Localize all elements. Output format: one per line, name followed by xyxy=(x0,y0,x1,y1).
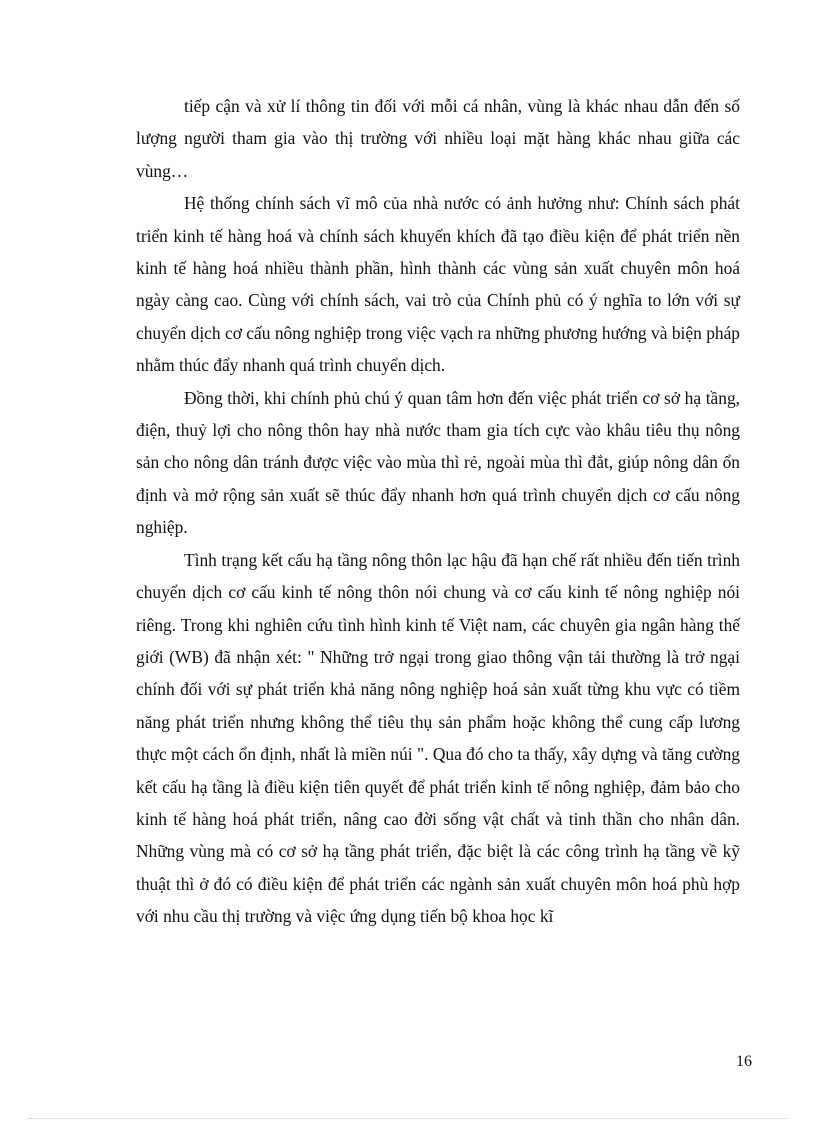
page-bottom-divider xyxy=(28,1118,788,1119)
paragraph-1: tiếp cận và xử lí thông tin đối với mỗi cá nhân, vùng là khác nhau dẫn đến số lượng người tham gia vào thị trường với nhiều loại mặt hàng khác nhau giữa các vùng… xyxy=(136,96,740,181)
paragraph-2: Hệ thống chính sách vĩ mô của nhà nước có ảnh hưởng như: Chính sách phát triển kinh tế hàng hoá và chính sách khuyến khích đã tạo điều kiện để phát triển nền kinh tế hàng hoá nhiều thành phần, hình thành các vùng sản xuất chuyên môn hoá ngày càng cao. Cùng với chính sách, vai trò của Chính phủ có ý nghĩa to lớn với sự chuyển dịch cơ cấu nông nghiệp trong việc vạch ra những phương hướng và biện pháp nhằm thúc đẩy nhanh quá trình chuyển dịch. xyxy=(136,193,740,376)
paragraph-4: Tình trạng kết cấu hạ tầng nông thôn lạc hậu đã hạn chế rất nhiều đến tiến trình chuyển dịch cơ cấu kinh tế nông thôn nói chung và cơ cấu kinh tế nông nghiệp nói riêng. Trong khi nghiên cứu tình hình kinh tế Việt nam, các chuyên gia ngân hàng thế giới (WB) đã nhận xét: " Những trở ngại trong giao thông vận tải thường là trở ngại chính đối với sự phát triển khả năng nông nghiệp hoá sản xuất từng khu vực có tiềm năng phát triển nhưng không thể tiêu thụ sản phẩm hoặc không thể cung cấp lương thực một cách ổn định, nhất là miền núi ". Qua đó cho ta thấy, xây dựng và tăng cường kết cấu hạ tầng là điều kiện tiên quyết để phát triển kinh tế nông nghiệp, đảm bảo cho kinh tế hàng hoá phát triển, nâng cao đời sống vật chất và tinh thần cho nhân dân. Những vùng mà có cơ sở hạ tầng phát triển, đặc biệt là các công trình hạ tầng về kỹ thuật thì ở đó có điều kiện để phát triển các ngành sản xuất chuyên môn hoá phù hợp với nhu cầu thị trường và việc ứng dụng tiến bộ khoa học kĩ xyxy=(136,549,740,927)
body-text xyxy=(136,90,740,933)
paragraph-3: Đồng thời, khi chính phủ chú ý quan tâm hơn đến việc phát triển cơ sở hạ tầng, điện, thuỷ lợi cho nông thôn hay nhà nước tham gia tích cực vào khâu tiêu thụ nông sản cho nông dân tránh được việc vào mùa thì rẻ, ngoài mùa thì đắt, giúp nông dân ổn định và mở rộng sản xuất sẽ thúc đẩy nhanh hơn quá trình chuyển dịch cơ cấu nông nghiệp. xyxy=(136,387,740,538)
page-number: 16 xyxy=(736,1053,752,1070)
